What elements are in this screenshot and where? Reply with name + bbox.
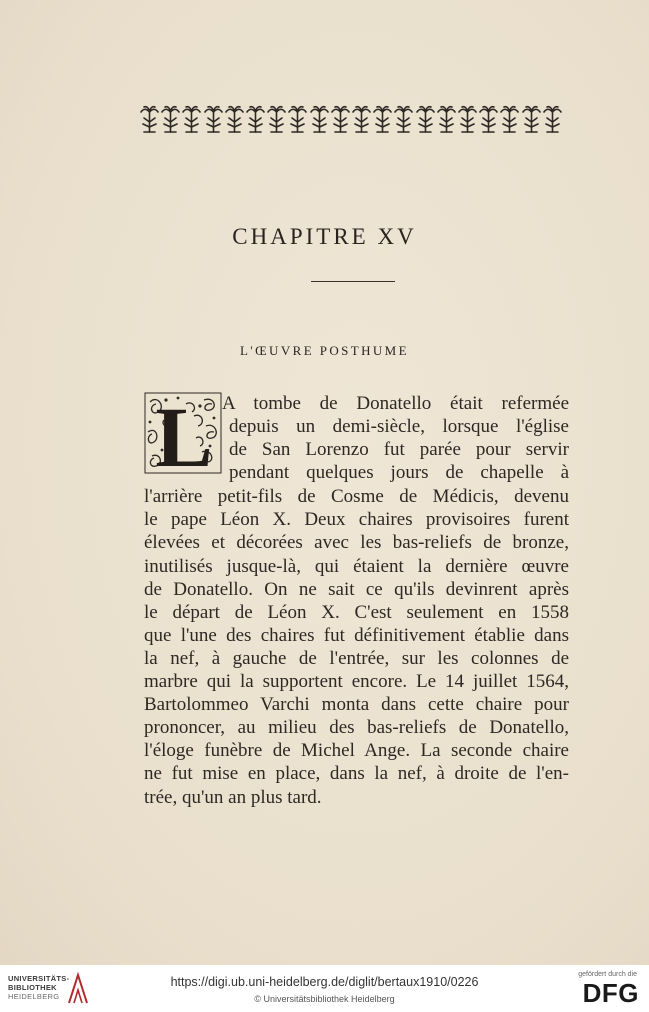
text-line: pendant quelques jours de chapelle à [229,462,569,483]
palm-motif-icon [352,104,371,134]
library-name: UNIVERSITÄTS- BIBLIOTHEK HEIDELBERG [8,974,70,1001]
text-line: de Donatello. On ne sait ce qu'ils devinrent après [144,579,569,600]
text-line: que l'une des chaires fut définitivement établie dans [144,625,569,646]
text-line: le pape Léon X. Deux chaires provisoires furent [144,509,569,530]
text-line: depuis un demi-siècle, lorsque l'église [229,416,569,437]
palm-motif-icon [204,104,223,134]
drop-cap [144,392,222,474]
text-line: élevées et décorées avec les bas-reliefs de bronze, [144,532,569,553]
palm-motif-icon [161,104,180,134]
palm-motif-icon [394,104,413,134]
footer-bar [0,965,649,1012]
section-title: L'ŒUVRE POSTHUME [240,343,409,358]
palm-motif-icon [267,104,286,134]
chapter-title: CHAPITRE XV [232,224,417,249]
text-line: trée, qu'un an plus tard. [144,787,322,808]
title-rule [311,281,395,282]
copyright-notice: © Universitätsbibliothek Heidelberg [254,994,395,1004]
text-line: la nef, à gauche de l'entrée, sur les colonnes de [144,648,569,669]
palm-tree-frieze-icon [140,104,562,134]
text-line: l'éloge funèbre de Michel Ange. La seconde chaire [144,740,569,761]
palm-motif-icon [310,104,329,134]
text-line: A tombe de Donatello était refermée [222,393,569,414]
palm-motif-icon [182,104,201,134]
palm-motif-icon [479,104,498,134]
text-line: ne fut mise en place, dans la nef, à droite de l'en- [144,763,569,784]
drop-cap-ornament-icon [144,392,222,474]
palm-motif-icon [500,104,519,134]
text-line: le départ de Léon X. C'est seulement en 1558 [144,602,569,623]
palm-motif-icon [140,104,159,134]
palm-motif-icon [458,104,477,134]
palm-motif-icon [543,104,562,134]
palm-motif-icon [373,104,392,134]
text-line: l'arrière petit-fils de Cosme de Médicis, devenu [144,486,569,507]
palm-motif-icon [288,104,307,134]
text-line: Bartolommeo Varchi monta dans cette chaire pour [144,694,569,715]
palm-motif-icon [225,104,244,134]
text-line: inutilisés jusque-là, qui étaient la dernière œuvre [144,556,569,577]
page-url-link[interactable]: https://digi.ub.uni-heidelberg.de/diglit/bertaux1910/0226 [170,975,479,989]
palm-motif-icon [437,104,456,134]
palm-motif-icon [331,104,350,134]
drop-cap-letter: L [155,392,213,474]
palm-motif-icon [246,104,265,134]
dfg-logo: DFG [582,978,639,1008]
palm-motif-icon [522,104,541,134]
text-line: marbre qui la supportent encore. Le 14 juillet 1564, [144,671,569,692]
text-line: de San Lorenzo fut parée pour servir [229,439,569,460]
palm-motif-icon [416,104,435,134]
funding-note: gefördert durch die [578,971,637,978]
text-line: prononcer, au milieu des bas-reliefs de Donatello, [144,717,569,738]
